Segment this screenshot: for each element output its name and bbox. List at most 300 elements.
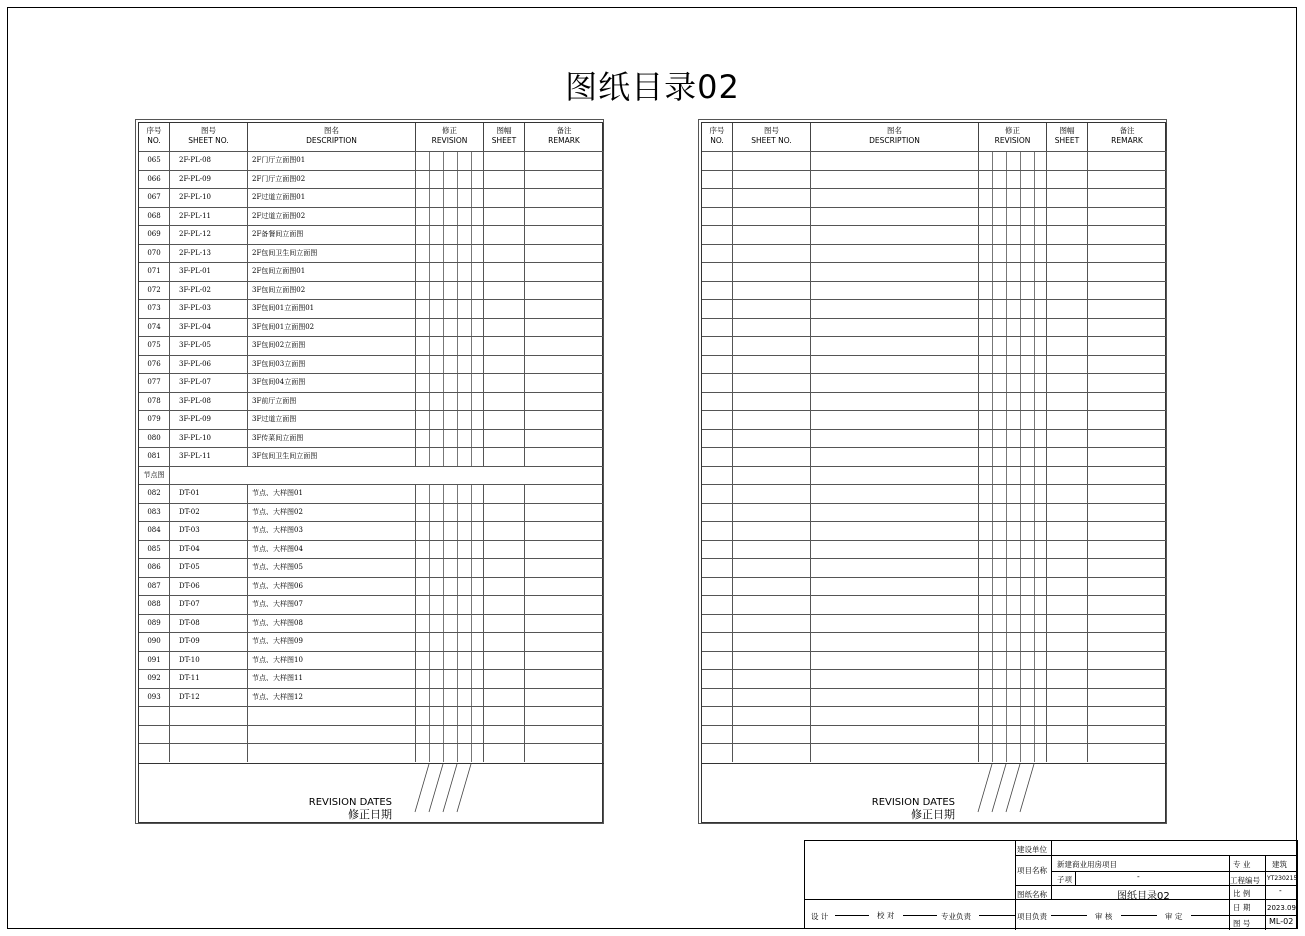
revision-subcolumn-line: [443, 652, 444, 670]
revision-subcolumn-line: [1034, 189, 1035, 207]
revision-subcolumn-line: [471, 744, 472, 762]
cell-no: [702, 263, 733, 281]
revision-subcolumn-line: [1006, 670, 1007, 688]
cell-remark: [1088, 726, 1167, 744]
revision-subcolumn-line: [992, 596, 993, 614]
revision-subcolumn-line: [1020, 596, 1021, 614]
cell-sheet: [1047, 596, 1088, 614]
cell-description: 3F前厅立面图: [248, 393, 416, 411]
revision-subcolumn-line: [429, 319, 430, 337]
revision-subcolumn-line: [1006, 559, 1007, 577]
cell-revision: [416, 541, 484, 559]
cell-description: [811, 374, 979, 392]
revision-subcolumn-line: [457, 485, 458, 503]
cell-sheet: [1047, 689, 1088, 707]
cell-description: [811, 467, 979, 485]
cell-sheet-no: [733, 411, 811, 429]
revision-subcolumn-line: [1006, 245, 1007, 263]
cell-description: [811, 485, 979, 503]
cell-revision: [979, 615, 1047, 633]
cell-description: [811, 337, 979, 355]
revision-subcolumn-line: [1034, 282, 1035, 300]
cell-sheet: [484, 319, 525, 337]
cell-sheet-no: 2F-PL-09: [170, 171, 248, 189]
cell-remark: [525, 374, 604, 392]
table-row: [139, 281, 604, 300]
cell-sheet-no: [733, 670, 811, 688]
date-label: 日 期: [1233, 903, 1251, 912]
cell-description: [811, 208, 979, 226]
header-description: [248, 123, 416, 151]
table-row: [702, 410, 1167, 429]
revision-subcolumn-line: [443, 596, 444, 614]
revision-subcolumn-line: [1006, 374, 1007, 392]
cell-sheet-no: [733, 726, 811, 744]
revision-subcolumn-line: [471, 282, 472, 300]
sheet-number-label: 图 号: [1233, 919, 1251, 928]
cell-sheet-no: 3F-PL-06: [170, 356, 248, 374]
cell-no: 085: [139, 541, 170, 559]
cell-remark: [1088, 430, 1167, 448]
revision-subcolumn-line: [443, 504, 444, 522]
cell-sheet: [484, 430, 525, 448]
cell-no: [702, 541, 733, 559]
cell-revision: [979, 152, 1047, 170]
revision-slash: [415, 764, 429, 812]
cell-no: [702, 282, 733, 300]
cell-sheet-no: DT-01: [170, 485, 248, 503]
cell-remark: [1088, 226, 1167, 244]
cell-description: [811, 226, 979, 244]
cell-no: [702, 319, 733, 337]
revision-subcolumn-line: [1034, 596, 1035, 614]
cell-revision: [416, 319, 484, 337]
header-description-cn: 图名: [324, 126, 339, 135]
cell-description: [811, 670, 979, 688]
revision-subcolumn-line: [429, 152, 430, 170]
table-row: [702, 225, 1167, 244]
page-title: 图纸目录02: [565, 68, 740, 106]
cell-revision: [979, 652, 1047, 670]
revision-subcolumn-line: [1034, 670, 1035, 688]
revision-subcolumn-line: [1034, 245, 1035, 263]
header-sheet-no: [170, 123, 248, 151]
cell-sheet: [1047, 411, 1088, 429]
cell-sheet: [1047, 171, 1088, 189]
revision-subcolumn-line: [471, 356, 472, 374]
cell-no: 066: [139, 171, 170, 189]
cell-revision: [979, 226, 1047, 244]
revision-subcolumn-line: [992, 578, 993, 596]
cell-remark: [525, 171, 604, 189]
cell-remark: [1088, 744, 1167, 762]
cell-sheet-no: [733, 319, 811, 337]
cell-no: 073: [139, 300, 170, 318]
revision-subcolumn-line: [992, 300, 993, 318]
cell-sheet-no: 3F-PL-02: [170, 282, 248, 300]
cell-sheet: [484, 337, 525, 355]
cell-revision: [416, 208, 484, 226]
cell-no: [702, 633, 733, 651]
drawing-list-table-right: [698, 119, 1167, 824]
table-row: [139, 410, 604, 429]
header-sheet-cn: 图幅: [496, 126, 512, 135]
revision-subcolumn-line: [1020, 652, 1021, 670]
cell-sheet: [484, 670, 525, 688]
cell-remark: [525, 393, 604, 411]
cell-no: [702, 504, 733, 522]
table-row: [139, 225, 604, 244]
cell-revision: [979, 485, 1047, 503]
revision-subcolumn-line: [1006, 411, 1007, 429]
revision-subcolumn-line: [471, 504, 472, 522]
cell-no: [702, 707, 733, 725]
cell-description: [811, 633, 979, 651]
cell-sheet-no: [733, 448, 811, 466]
cell-sheet: [484, 374, 525, 392]
cell-description: [811, 744, 979, 762]
cell-remark: [1088, 393, 1167, 411]
revision-subcolumn-line: [471, 393, 472, 411]
revision-subcolumn-line: [1034, 615, 1035, 633]
cell-remark: [525, 689, 604, 707]
table-row: [139, 318, 604, 337]
cell-no: 072: [139, 282, 170, 300]
cell-revision: [416, 430, 484, 448]
revision-subcolumn-line: [1020, 393, 1021, 411]
revision-subcolumn-line: [471, 337, 472, 355]
cell-description: [811, 448, 979, 466]
table-row: [702, 743, 1167, 762]
revision-subcolumn-line: [443, 319, 444, 337]
table-row: [139, 262, 604, 281]
revision-subcolumn-line: [457, 282, 458, 300]
cell-description: 2F过道立面图01: [248, 189, 416, 207]
cell-remark: [525, 615, 604, 633]
cell-sheet: [484, 226, 525, 244]
table-row: [702, 651, 1167, 670]
cell-revision: [979, 393, 1047, 411]
cell-revision: [979, 319, 1047, 337]
revision-subcolumn-line: [992, 152, 993, 170]
cell-remark: [525, 411, 604, 429]
cell-sheet-no: [733, 652, 811, 670]
cell-revision: [979, 300, 1047, 318]
revision-subcolumn-line: [457, 670, 458, 688]
cell-no: [702, 208, 733, 226]
cell-revision: [979, 707, 1047, 725]
header-no-cn: 序号: [709, 126, 725, 135]
cell-sheet: [484, 559, 525, 577]
cell-sheet-no: [733, 541, 811, 559]
header-no-en: NO.: [147, 136, 161, 145]
cell-no: [702, 152, 733, 170]
cell-remark: [1088, 337, 1167, 355]
revision-subcolumn-line: [457, 374, 458, 392]
cell-sheet: [1047, 522, 1088, 540]
cell-remark: [1088, 504, 1167, 522]
header-sheet-no: [733, 123, 811, 151]
cell-description: [248, 726, 416, 744]
revision-subcolumn-line: [1034, 467, 1035, 485]
revision-subcolumn-line: [457, 744, 458, 762]
cell-remark: [525, 670, 604, 688]
cell-revision: [979, 245, 1047, 263]
revision-subcolumn-line: [1034, 707, 1035, 725]
table-row: [702, 688, 1167, 707]
table-row: [139, 521, 604, 540]
subitem-label: 子项: [1057, 875, 1072, 884]
cell-sheet: [1047, 189, 1088, 207]
cell-sheet: [1047, 615, 1088, 633]
revision-subcolumn-line: [1034, 152, 1035, 170]
revision-subcolumn-line: [429, 393, 430, 411]
cell-description: [811, 411, 979, 429]
cell-no: 080: [139, 430, 170, 448]
revision-subcolumn-line: [471, 171, 472, 189]
cell-sheet-no: 3F-PL-07: [170, 374, 248, 392]
revision-subcolumn-line: [457, 615, 458, 633]
revision-dates-en: REVISION DATES: [871, 797, 955, 808]
revision-subcolumn-line: [429, 707, 430, 725]
revision-slash: [457, 764, 471, 812]
revision-subcolumn-line: [443, 300, 444, 318]
revision-subcolumn-line: [457, 689, 458, 707]
revision-subcolumn-line: [457, 393, 458, 411]
revision-subcolumn-line: [1034, 337, 1035, 355]
client-label: 建设单位: [1017, 845, 1047, 854]
cell-revision: [979, 263, 1047, 281]
cell-description: 2F备餐间立面图: [248, 226, 416, 244]
cell-no: 084: [139, 522, 170, 540]
revision-subcolumn-line: [1020, 504, 1021, 522]
revision-subcolumn-line: [1020, 356, 1021, 374]
cell-sheet-no: [733, 189, 811, 207]
cell-no: 078: [139, 393, 170, 411]
cell-no: [702, 559, 733, 577]
cell-no: 083: [139, 504, 170, 522]
table-row: [702, 207, 1167, 226]
revision-subcolumn-line: [992, 263, 993, 281]
cell-sheet-no: DT-05: [170, 559, 248, 577]
cell-remark: [1088, 448, 1167, 466]
header-sheet-en: SHEET: [491, 136, 517, 145]
revision-subcolumn-line: [457, 633, 458, 651]
table-row: [702, 188, 1167, 207]
cell-description: [811, 263, 979, 281]
revision-subcolumn-line: [1006, 189, 1007, 207]
revision-subcolumn-line: [1006, 226, 1007, 244]
revision-subcolumn-line: [1020, 744, 1021, 762]
cell-remark: [1088, 208, 1167, 226]
table-row: [139, 558, 604, 577]
cell-sheet: [1047, 263, 1088, 281]
cell-remark: [525, 152, 604, 170]
revision-subcolumn-line: [443, 522, 444, 540]
revision-subcolumn-line: [471, 300, 472, 318]
cell-description: 2F包间立面图01: [248, 263, 416, 281]
revision-subcolumn-line: [1006, 319, 1007, 337]
cell-sheet: [1047, 485, 1088, 503]
cell-description: 节点、大样图08: [248, 615, 416, 633]
header-remark-en: REMARK: [1111, 136, 1143, 145]
cell-no: 074: [139, 319, 170, 337]
table-row: [702, 614, 1167, 633]
table-row: [139, 743, 604, 762]
cell-remark: [1088, 578, 1167, 596]
cell-remark: [525, 559, 604, 577]
cell-sheet: [484, 448, 525, 466]
cell-remark: [1088, 522, 1167, 540]
discipline-value: 建筑: [1272, 860, 1287, 869]
cell-revision: [979, 559, 1047, 577]
revision-subcolumn-line: [1034, 485, 1035, 503]
cell-description: 节点、大样图09: [248, 633, 416, 651]
revision-subcolumn-line: [443, 337, 444, 355]
table-row: [139, 170, 604, 189]
revision-subcolumn-line: [429, 282, 430, 300]
revision-dates-footer: [702, 763, 1167, 824]
table-row: [139, 651, 604, 670]
cell-revision: [416, 356, 484, 374]
header-sheet-no-cn: 图号: [201, 126, 216, 135]
cell-remark: [1088, 615, 1167, 633]
revision-subcolumn-line: [992, 504, 993, 522]
cell-sheet-no: 3F-PL-11: [170, 448, 248, 466]
cell-description: 节点、大样图10: [248, 652, 416, 670]
cell-sheet-no: [733, 689, 811, 707]
revision-subcolumn-line: [992, 707, 993, 725]
revision-subcolumn-line: [1006, 652, 1007, 670]
revision-subcolumn-line: [429, 448, 430, 466]
cell-description: 2F门厅立面图02: [248, 171, 416, 189]
cell-sheet-no: [733, 245, 811, 263]
cell-no: [702, 467, 733, 485]
cell-sheet-no: [733, 208, 811, 226]
table-row: [702, 170, 1167, 189]
revision-subcolumn-line: [1020, 726, 1021, 744]
revision-subcolumn-line: [443, 707, 444, 725]
table-row: [139, 669, 604, 688]
revision-subcolumn-line: [992, 467, 993, 485]
header-no: [702, 123, 733, 151]
cell-sheet-no: [733, 393, 811, 411]
revision-subcolumn-line: [457, 522, 458, 540]
cell-no: 077: [139, 374, 170, 392]
cell-description: [811, 689, 979, 707]
cell-revision: [979, 504, 1047, 522]
revision-subcolumn-line: [1020, 171, 1021, 189]
cell-description: 节点、大样图07: [248, 596, 416, 614]
cell-sheet: [484, 282, 525, 300]
header-sheet: [484, 123, 525, 151]
cell-revision: [416, 707, 484, 725]
cell-sheet: [484, 393, 525, 411]
cell-description: 2F过道立面图02: [248, 208, 416, 226]
cell-revision: [979, 208, 1047, 226]
revision-subcolumn-line: [1034, 374, 1035, 392]
header-revision-en: REVISION: [431, 136, 468, 145]
cell-sheet: [1047, 726, 1088, 744]
revision-subcolumn-line: [429, 300, 430, 318]
revision-subcolumn-line: [1006, 467, 1007, 485]
revision-subcolumn-line: [1020, 208, 1021, 226]
cell-description: 3F过道立面图: [248, 411, 416, 429]
cell-description: 3F包间04立面图: [248, 374, 416, 392]
cell-revision: [979, 744, 1047, 762]
table-row: [702, 318, 1167, 337]
cell-sheet-no: [170, 744, 248, 762]
cell-remark: [525, 337, 604, 355]
revision-subcolumn-line: [457, 578, 458, 596]
cell-remark: [1088, 171, 1167, 189]
cell-no: [702, 411, 733, 429]
cell-remark: [525, 522, 604, 540]
revision-subcolumn-line: [1006, 356, 1007, 374]
header-revision-cn: 修正: [1005, 126, 1020, 135]
cell-remark: [525, 245, 604, 263]
cell-revision: [416, 485, 484, 503]
revision-subcolumn-line: [1020, 337, 1021, 355]
cell-no: [702, 485, 733, 503]
cell-revision: [416, 689, 484, 707]
cell-remark: [1088, 633, 1167, 651]
revision-subcolumn-line: [443, 189, 444, 207]
cell-revision: [979, 448, 1047, 466]
cell-no: [702, 744, 733, 762]
revision-subcolumn-line: [443, 393, 444, 411]
revision-subcolumn-line: [471, 596, 472, 614]
revision-subcolumn-line: [1020, 374, 1021, 392]
project-label: 项目名称: [1017, 866, 1047, 875]
cell-remark: [1088, 189, 1167, 207]
revision-subcolumn-line: [471, 374, 472, 392]
revision-subcolumn-line: [1020, 467, 1021, 485]
revision-subcolumn-line: [457, 726, 458, 744]
cell-no: [702, 689, 733, 707]
cell-no: 090: [139, 633, 170, 651]
project-value: 新建商业用房项目: [1057, 860, 1117, 869]
cell-description: 3F包间02立面图: [248, 337, 416, 355]
cell-revision: [416, 633, 484, 651]
cell-no: 076: [139, 356, 170, 374]
cell-remark: [1088, 707, 1167, 725]
header-sheet-no-cn: 图号: [764, 126, 779, 135]
specialist-label: 专业负责: [941, 912, 971, 921]
table-row: [139, 632, 604, 651]
table-row: [702, 595, 1167, 614]
header-sheet-en: SHEET: [1054, 136, 1080, 145]
revision-subcolumn-line: [992, 670, 993, 688]
revision-subcolumn-line: [471, 152, 472, 170]
job-number-label: 工程编号: [1230, 876, 1260, 885]
revision-subcolumn-line: [1034, 430, 1035, 448]
revision-subcolumn-line: [1020, 430, 1021, 448]
header-no-en: NO.: [710, 136, 724, 145]
revision-subcolumn-line: [443, 541, 444, 559]
revision-subcolumn-line: [429, 356, 430, 374]
subitem-value: -: [1137, 872, 1140, 881]
cell-description: 节点、大样图06: [248, 578, 416, 596]
header-remark-cn: 备注: [556, 126, 572, 135]
revision-dates-label: [309, 797, 392, 821]
revision-subcolumn-line: [471, 485, 472, 503]
table-row: [702, 540, 1167, 559]
cell-no: 093: [139, 689, 170, 707]
revision-subcolumn-line: [429, 559, 430, 577]
revision-subcolumn-line: [992, 744, 993, 762]
revision-subcolumn-line: [429, 596, 430, 614]
